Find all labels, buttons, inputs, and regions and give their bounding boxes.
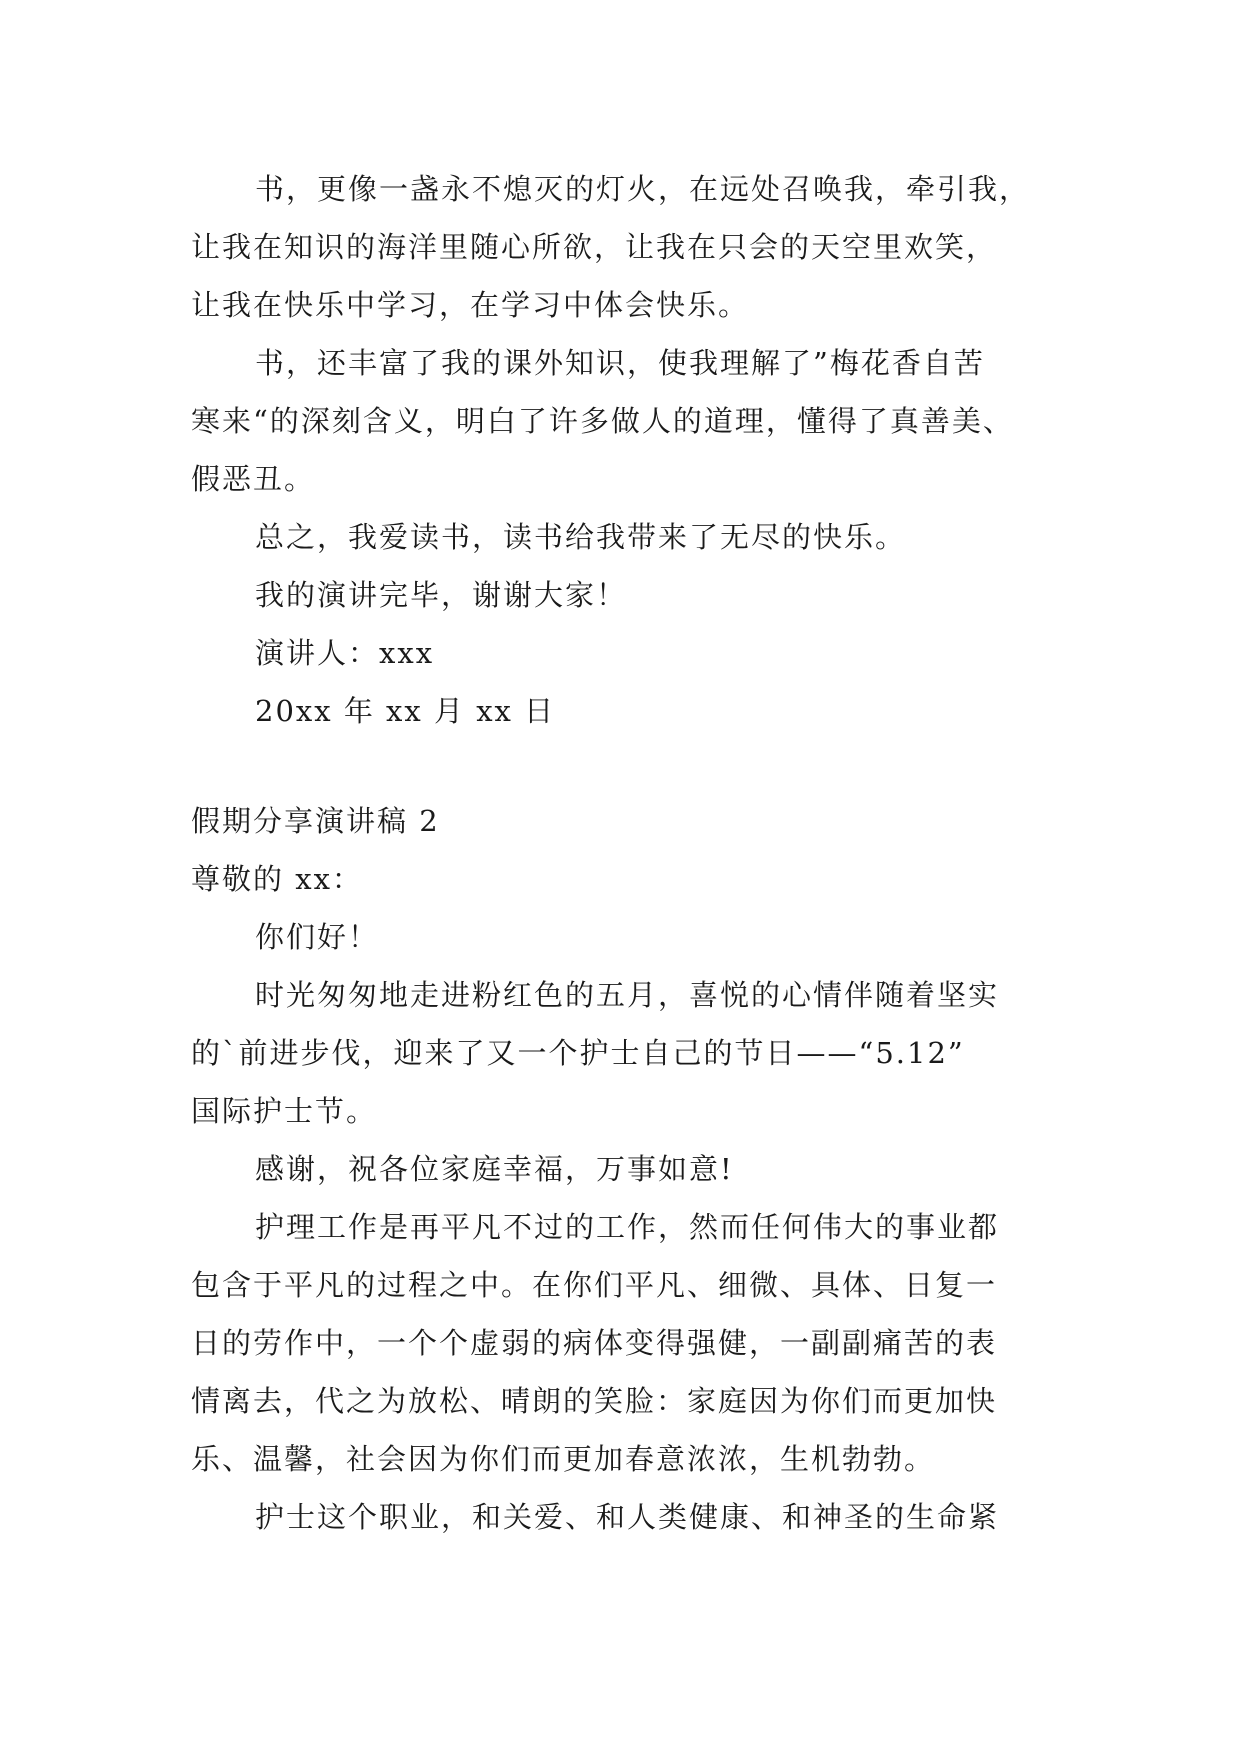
paragraph-line: 护士这个职业，和关爱、和人类健康、和神圣的生命紧 <box>255 1500 1000 1534</box>
paragraph-line: 书，还丰富了我的课外知识，使我理解了”梅花香自苦 <box>255 346 985 380</box>
paragraph-line: 让我在知识的海洋里随心所欲，让我在只会的天空里欢笑， <box>191 230 998 264</box>
date-line: 20xx 年 xx 月 xx 日 <box>255 694 556 728</box>
closing-line: 我的演讲完毕，谢谢大家！ <box>255 578 628 612</box>
paragraph-line: 总之，我爱读书，读书给我带来了无尽的快乐。 <box>255 520 907 554</box>
paragraph-line: 书，更像一盏永不熄灭的灯火，在远处召唤我，牵引我， <box>255 172 1031 206</box>
paragraph-line: 日的劳作中，一个个虚弱的病体变得强健，一副副痛苦的表 <box>191 1326 998 1360</box>
paragraph-line: 国际护士节。 <box>191 1094 378 1128</box>
paragraph-line: 乐、温馨，社会因为你们而更加春意浓浓，生机勃勃。 <box>191 1442 936 1476</box>
document-text-part2 <box>191 792 1061 1546</box>
paragraph-line: 情离去，代之为放松、晴朗的笑脸：家庭因为你们而更加快 <box>191 1384 998 1418</box>
salutation-line: 尊敬的 xx： <box>191 862 363 896</box>
paragraph-line: 感谢，祝各位家庭幸福，万事如意! <box>255 1152 734 1186</box>
section-title: 假期分享演讲稿 2 <box>191 804 440 838</box>
greeting-line: 你们好！ <box>255 920 380 954</box>
speaker-line: 演讲人：xxx <box>255 636 435 670</box>
paragraph-line: 时光匆匆地走进粉红色的五月，喜悦的心情伴随着坚实 <box>255 978 1000 1012</box>
paragraph-line: 让我在快乐中学习，在学习中体会快乐。 <box>191 288 750 322</box>
document-text <box>191 160 1061 740</box>
paragraph-line: 护理工作是再平凡不过的工作，然而任何伟大的事业都 <box>255 1210 1000 1244</box>
paragraph-line: 寒来“的深刻含义，明白了许多做人的道理，懂得了真善美、 <box>191 404 1014 438</box>
paragraph-line: 的`前进步伐，迎来了又一个护士自己的节日——“5.12” <box>191 1036 965 1070</box>
paragraph-line: 包含于平凡的过程之中。在你们平凡、细微、具体、日复一 <box>191 1268 998 1302</box>
paragraph-line: 假恶丑。 <box>191 462 316 496</box>
